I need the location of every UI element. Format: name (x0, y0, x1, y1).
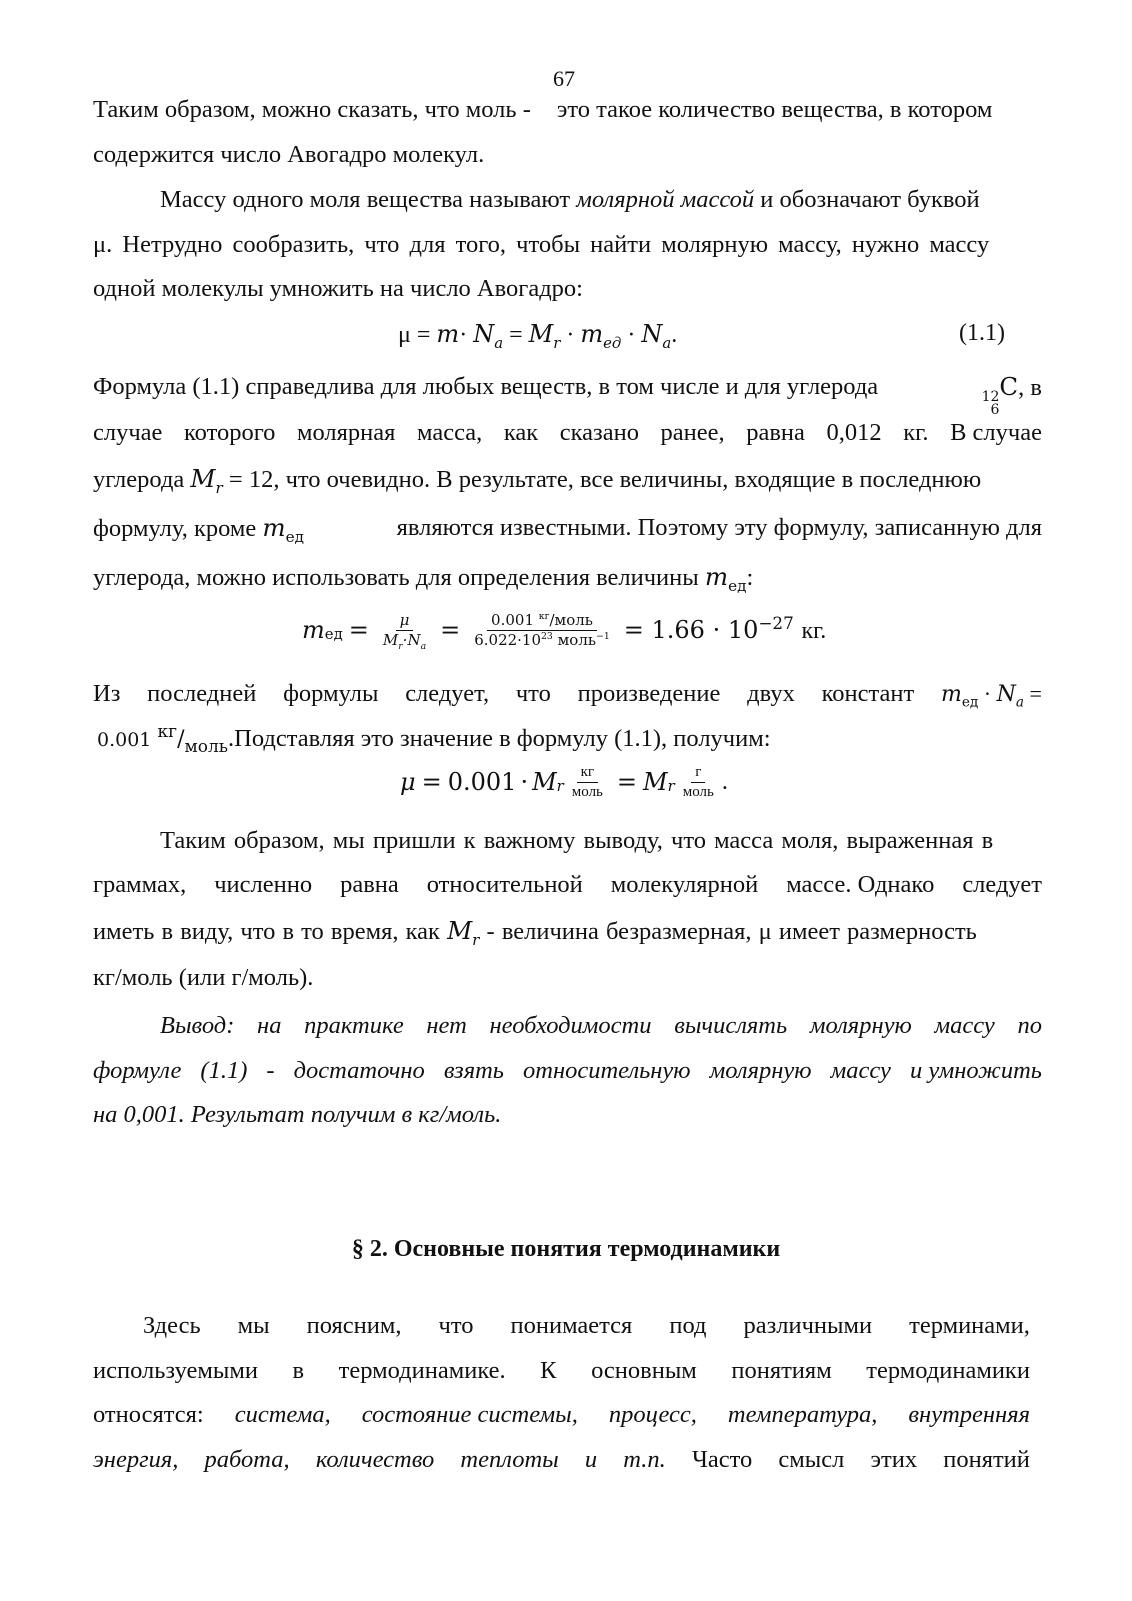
p2-line1-b: и обозначают буквой (760, 186, 980, 213)
paragraph-3-line-3: углерода $M_r = 12$, что очевидно. В результате, все величины, входящие в последнюю (93, 464, 982, 497)
paragraph-1-line-2: содержится число Авогадро молекул. (93, 141, 485, 168)
page-number: 67 (553, 66, 575, 91)
paragraph-3-line-5: углерода, можно использовать для определения величины $m_{ед}$: (93, 562, 754, 595)
formula-mu: μ = 0.001 · M $_r$ $\frac{кг}{\text{моль}}$ = M $_r$ $\frac{г}{\text{моль}}$ . (400, 764, 728, 800)
conclusion-line-2: формуле (1.1) - достаточно взять относительную молярную массу и умножить (93, 1057, 1042, 1084)
paragraph-3-line-2: случае которого молярная масса, как сказано ранее, равна 0,012 кг. В случае (93, 419, 1042, 446)
section-heading: § 2. Основные понятия термодинамики (351, 1236, 781, 1262)
conclusion-line-1: Вывод: на практике нет необходимости вычислять молярную массу по (160, 1012, 1042, 1039)
paragraph-5-line-1: Таким образом, мы пришли к важному выводу, что масса моля, выраженная в (160, 827, 994, 854)
fraction-g-mol: $\frac{г}{\text{моль}}$ (682, 764, 714, 800)
paragraph-1-line-1 (93, 95, 1042, 125)
paragraph-4-line-1: Из последней формулы следует, что произведение двух констант $m_{ед} \cdot N_a$ = (93, 680, 1042, 711)
m-ed-times-na: $m_{ед} \cdot N_a$ = (940, 681, 1042, 711)
formula-m-ed: m $_{ед}$ = $\frac{\mu}{M_r\cdot N_a}$ = $\frac{0.001 ^{кг}/моль}{6.022\cdot 10^{23} моль^{-1}}$ = $1.66 \cdot 10^{-27}$ кг. (302, 611, 827, 652)
p2-line1-a: Массу одного моля вещества называют (160, 186, 571, 213)
molar-mass-term: молярной массой (576, 186, 755, 213)
paragraph-2-line-3: одной молекулы умножить на число Авогадро: (93, 275, 583, 302)
p1-line1-a: Таким образом, можно сказать, что моль - (93, 96, 531, 123)
p3-line1-a: Формула (1.1) справедлива для любых веществ, в том числе и для углерода (93, 373, 879, 400)
paragraph-2-line-1 (93, 185, 1042, 215)
conclusion-line-3: на 0,001. Результат получим в кг/моль. (93, 1101, 502, 1128)
paragraph-6-line-1: Здесь мы поясним, что понимается под различными терминами, (143, 1312, 1030, 1339)
paragraph-5-line-4: кг/моль (или г/моль). (93, 964, 314, 991)
fraction-kg-mol: $\frac{кг}{\text{моль}}$ (571, 764, 603, 800)
paragraph-2-line-2: μ. Нетрудно сообразить, что для того, чтобы найти молярную массу, нужно массу (93, 231, 990, 258)
paragraph-6-line-4: энергия, работа, количество теплоты и т.п. Часто смысл этих понятий (93, 1446, 1030, 1473)
p1-line1-b: это такое количество вещества, в котором (556, 96, 993, 123)
paragraph-3-line-4: формулу, кроме $m_{ед}$ являются известными. Поэтому эту формулу, записанную для (93, 513, 1042, 546)
carbon-12: 12 6 C, в (981, 372, 1042, 418)
paragraph-3-line-1 (93, 372, 1042, 417)
paragraph-5-line-3: иметь в виду, что в то время, как $M_r$ - величина безразмерная, μ имеет размерность (93, 916, 977, 949)
paragraph-6-line-2: используемыми в термодинамике. К основным понятиям термодинамики (93, 1357, 1030, 1384)
formula-1-1-number: (1.1) (959, 320, 1005, 346)
formula-1-1: $\mu = m\cdot N_a = M_r \cdot m_{ед} \cdot N_a$. (398, 320, 678, 352)
fraction-mu-over-mr-na: $\frac{\mu}{M_r\cdot N_a}$ (382, 611, 427, 652)
paragraph-5-line-2: граммах, численно равна относительной молекулярной массе. Однако следует (93, 871, 1042, 898)
paragraph-6-line-3: относятся: система, состояние системы, процесс, температура, внутренняя (93, 1401, 1030, 1428)
fraction-value: $\frac{0.001 ^{кг}/моль}{6.022\cdot 10^{23} моль^{-1}}$ (474, 611, 610, 649)
paragraph-4-line-2: 0.001 $^{кг}/_{моль}.Подставляя$ это значение в формулу (1.1), получим: (97, 721, 771, 757)
